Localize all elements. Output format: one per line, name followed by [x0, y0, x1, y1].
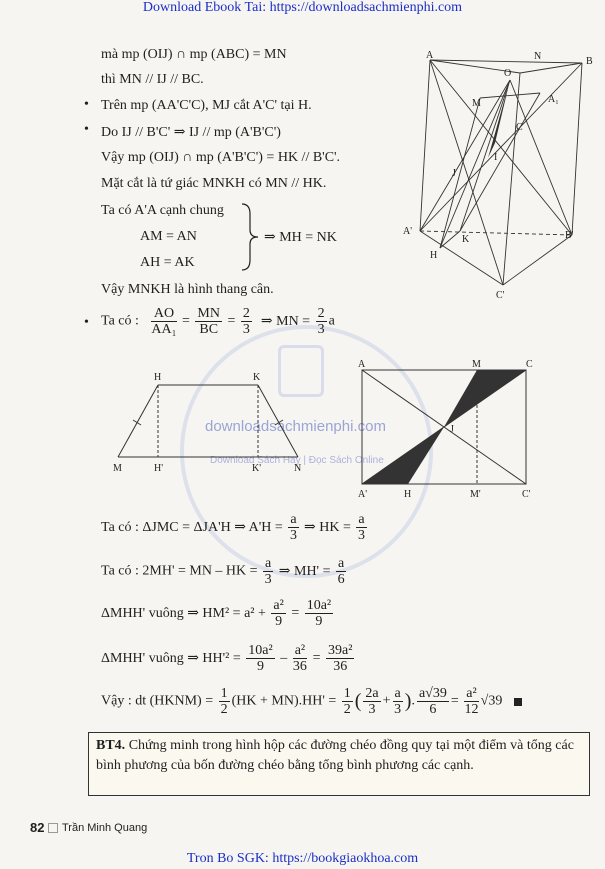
svg-text:B': B': [565, 230, 574, 241]
svg-text:H: H: [430, 250, 438, 261]
svg-text:I: I: [494, 152, 498, 163]
svg-text:A: A: [426, 50, 434, 61]
equation-line: Ta có : 2MH' = MN – HK = $\frac{a}{3}$ ⇒ MH' = $\frac{a}{6}$: [101, 556, 345, 587]
watermark-text: downloadsachmienphi.com: [205, 418, 386, 435]
svg-text:A: A: [358, 359, 366, 370]
text-line: Vậy MNKH là hình thang cân.: [101, 282, 274, 297]
rectangle-figure: [352, 358, 542, 503]
prism-figure: [400, 48, 600, 303]
bullet: •: [84, 122, 89, 137]
text-line: AM = AN: [140, 229, 197, 244]
ratio-line: Ta có : $\frac{AO}{\text{AA₁}}$ = $\frac{MN}{BC}$ = $\frac{2}{3}$ ⇒ MN = $\frac{2}{3}$ a: [101, 306, 335, 337]
svg-text:C': C': [522, 489, 531, 500]
svg-text:M: M: [472, 359, 481, 370]
brace: [238, 202, 262, 272]
equation-line: ΔMHH' vuông ⇒ HM² = a² + $\frac{\text{a²}}{9}$ = $\frac{\text{10a²}}{9}$: [101, 598, 332, 629]
svg-text:A': A': [403, 226, 413, 237]
svg-text:N: N: [534, 51, 542, 62]
text-line: Vậy mp (OIJ) ∩ mp (A'B'C') = HK // B'C'.: [101, 150, 341, 165]
svg-text:H': H': [154, 463, 164, 474]
text-line: Mặt cắt là tứ giác MNKH có MN // HK.: [101, 176, 327, 191]
text-line: ⇒ MH = NK: [264, 230, 337, 245]
watermark-subtext: Download Sách Hay | Đọc Sách Online: [210, 455, 384, 466]
text-line: AH = AK: [140, 255, 195, 270]
end-square-icon: [514, 698, 522, 706]
svg-text:N: N: [294, 463, 302, 474]
svg-text:C: C: [526, 359, 533, 370]
svg-text:C: C: [516, 122, 523, 133]
svg-text:J: J: [450, 424, 454, 435]
svg-text:H: H: [404, 489, 412, 500]
svg-text:M: M: [113, 463, 122, 474]
footer-sgk-link[interactable]: Tron Bo SGK: https://bookgiaokhoa.com: [186, 851, 419, 866]
bullet: •: [84, 97, 89, 112]
bullet: •: [84, 315, 89, 330]
author-name: Trần Minh Quang: [62, 822, 148, 834]
svg-text:B: B: [586, 56, 593, 67]
svg-text:C': C': [496, 290, 505, 301]
equation-line: Vậy : dt (HKNM) = $\frac{1}{2}$ (HK + MN).HH' = $\frac{1}{2}$ ( $\frac{2a}{3}$ + $\frac{a}{3}$ ). $\frac{a√39}{6}$ = $\frac{\text{a²}}{12}$ √39: [101, 686, 522, 717]
text-line: thì MN // IJ // BC.: [101, 72, 204, 87]
equation-line: Ta có : ΔJMC = ΔJA'H ⇒ A'H = $\frac{a}{3}$ ⇒ HK = $\frac{a}{3}$: [101, 512, 366, 543]
equation-line: ΔMHH' vuông ⇒ HH'² = $\frac{\text{10a²}}{9}$ – $\frac{\text{a²}}{36}$ = $\frac{\text{39a²}}{36}$: [101, 643, 353, 674]
header-download-link[interactable]: Download Ebook Tai: https://downloadsachmienphi.com: [142, 0, 463, 15]
ornament-icon: [48, 823, 58, 833]
text-line: Ta có A'A cạnh chung: [101, 203, 224, 218]
svg-text:K: K: [253, 372, 261, 383]
text-line: mà mp (OIJ) ∩ mp (ABC) = MN: [101, 47, 287, 62]
svg-text:H: H: [154, 372, 162, 383]
svg-text:M': M': [470, 489, 481, 500]
svg-text:K': K': [252, 463, 262, 474]
text-line: Do IJ // B'C' ⇒ IJ // mp (A'B'C'): [101, 125, 281, 140]
trapezoid-figure: [108, 365, 318, 480]
text-line: Trên mp (AA'C'C), MJ cắt A'C' tại H.: [101, 98, 312, 113]
svg-text:K: K: [462, 234, 470, 245]
svg-text:A': A': [358, 489, 368, 500]
svg-text:O: O: [504, 68, 512, 79]
page-number: 82: [30, 820, 45, 835]
svg-text:M: M: [472, 98, 481, 109]
svg-text:J: J: [452, 168, 456, 179]
exercise-text: BT4. Chứng minh trong hình hộp các đường chéo đồng quy tại một điểm và tổng các bình phương của bốn đường chéo bằng tổng bình phương các cạnh.: [96, 738, 574, 773]
svg-text:A₁: A₁: [548, 94, 559, 105]
